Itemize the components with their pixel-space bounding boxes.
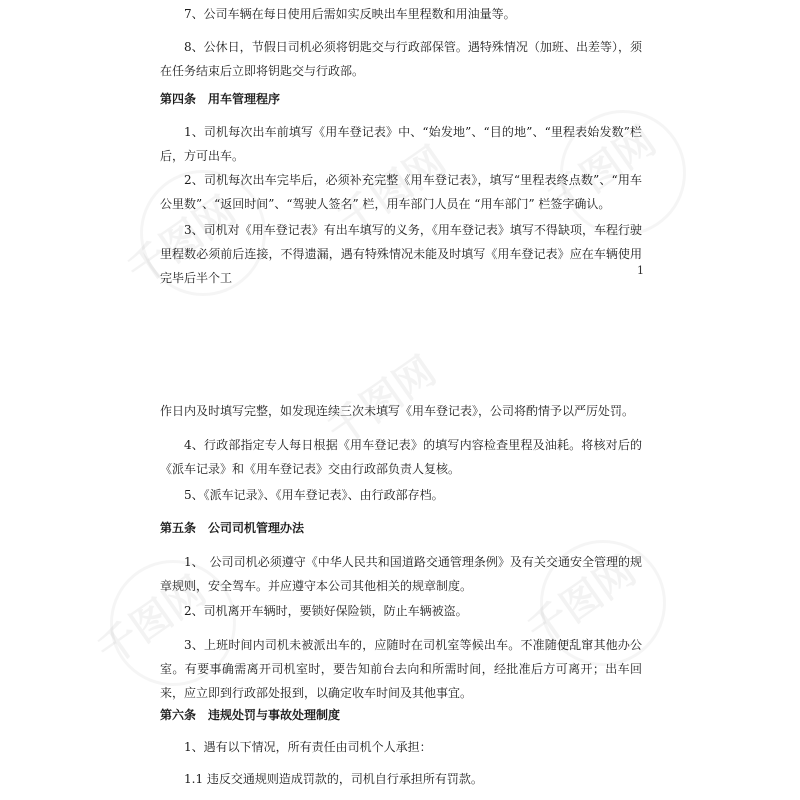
section-4-item-4: 4、行政部指定专人每日根据《用车登记表》的填写内容检查里程及油耗。将核对后的《派车记录》和《用车登记表》交由行政部负责人复核。 bbox=[160, 438, 642, 476]
section-4-item-3-continued: 作日内及时填写完整，如发现连续三次未填写《用车登记表》，公司将酌情予以严厉处罚。 bbox=[160, 404, 635, 418]
clause-7: 7、公司车辆在每日使用后需如实反映出车里程数和用油量等。 bbox=[184, 7, 516, 21]
section-heading-4: 第四条 用车管理程序 bbox=[160, 92, 281, 106]
section-5-item-3: 3、上班时间内司机未被派出车的，应随时在司机室等候出车。不准随便乱窜其他办公室。有要事确需离开司机室时，要告知前台去向和所需时间，经批准后方可离开；出车回来，应立即到行政部处报到，以确定收车时间及其他事宜。 bbox=[160, 638, 642, 700]
section-6-item-1: 1、遇有以下情况，所有责任由司机个人承担： bbox=[184, 740, 432, 754]
clause-8: 8、公休日，节假日司机必须将钥匙交与行政部保管。遇特殊情况（加班、出差等），须在任务结束后立即将钥匙交与行政部。 bbox=[160, 40, 642, 78]
section-4-item-5: 5、《派车记录》、《用车登记表》、由行政部存档。 bbox=[184, 488, 444, 502]
section-4-item-3: 3、司机对《用车登记表》有出车填写的义务，《用车登记表》填写不得缺项，车程行驶里程数必须前后连接，不得遗漏，遇有特殊情况未能及时填写《用车登记表》应在车辆使用完毕后半个工 bbox=[160, 223, 642, 285]
section-heading-5: 第五条 公司司机管理办法 bbox=[160, 521, 305, 535]
page-number: 1 bbox=[637, 264, 644, 277]
section-5-item-1: 1、 公司司机必须遵守《中华人民共和国道路交通管理条例》及有关交通安全管理的规章规则，安全驾车。并应遵守本公司其他相关的规章制度。 bbox=[160, 555, 642, 593]
section-5-item-2: 2、司机离开车辆时，要锁好保险锁，防止车辆被盗。 bbox=[184, 604, 468, 618]
section-heading-6: 第六条 违规处罚与事故处理制度 bbox=[160, 708, 341, 722]
section-4-item-2: 2、司机每次出车完毕后，必须补充完整《用车登记表》，填写“里程表终点数”、“用车公里数”、“返回时间”、“驾驶人签名” 栏，用车部门人员在 “用车部门” 栏签字确认。 bbox=[160, 173, 642, 211]
section-6-item-1-1: 1.1 违反交通规则造成罚款的，司机自行承担所有罚款。 bbox=[184, 772, 483, 786]
section-4-item-1: 1、司机每次出车前填写《用车登记表》中、“始发地”、“目的地”、“里程表始发数”栏后，方可出车。 bbox=[160, 125, 642, 163]
